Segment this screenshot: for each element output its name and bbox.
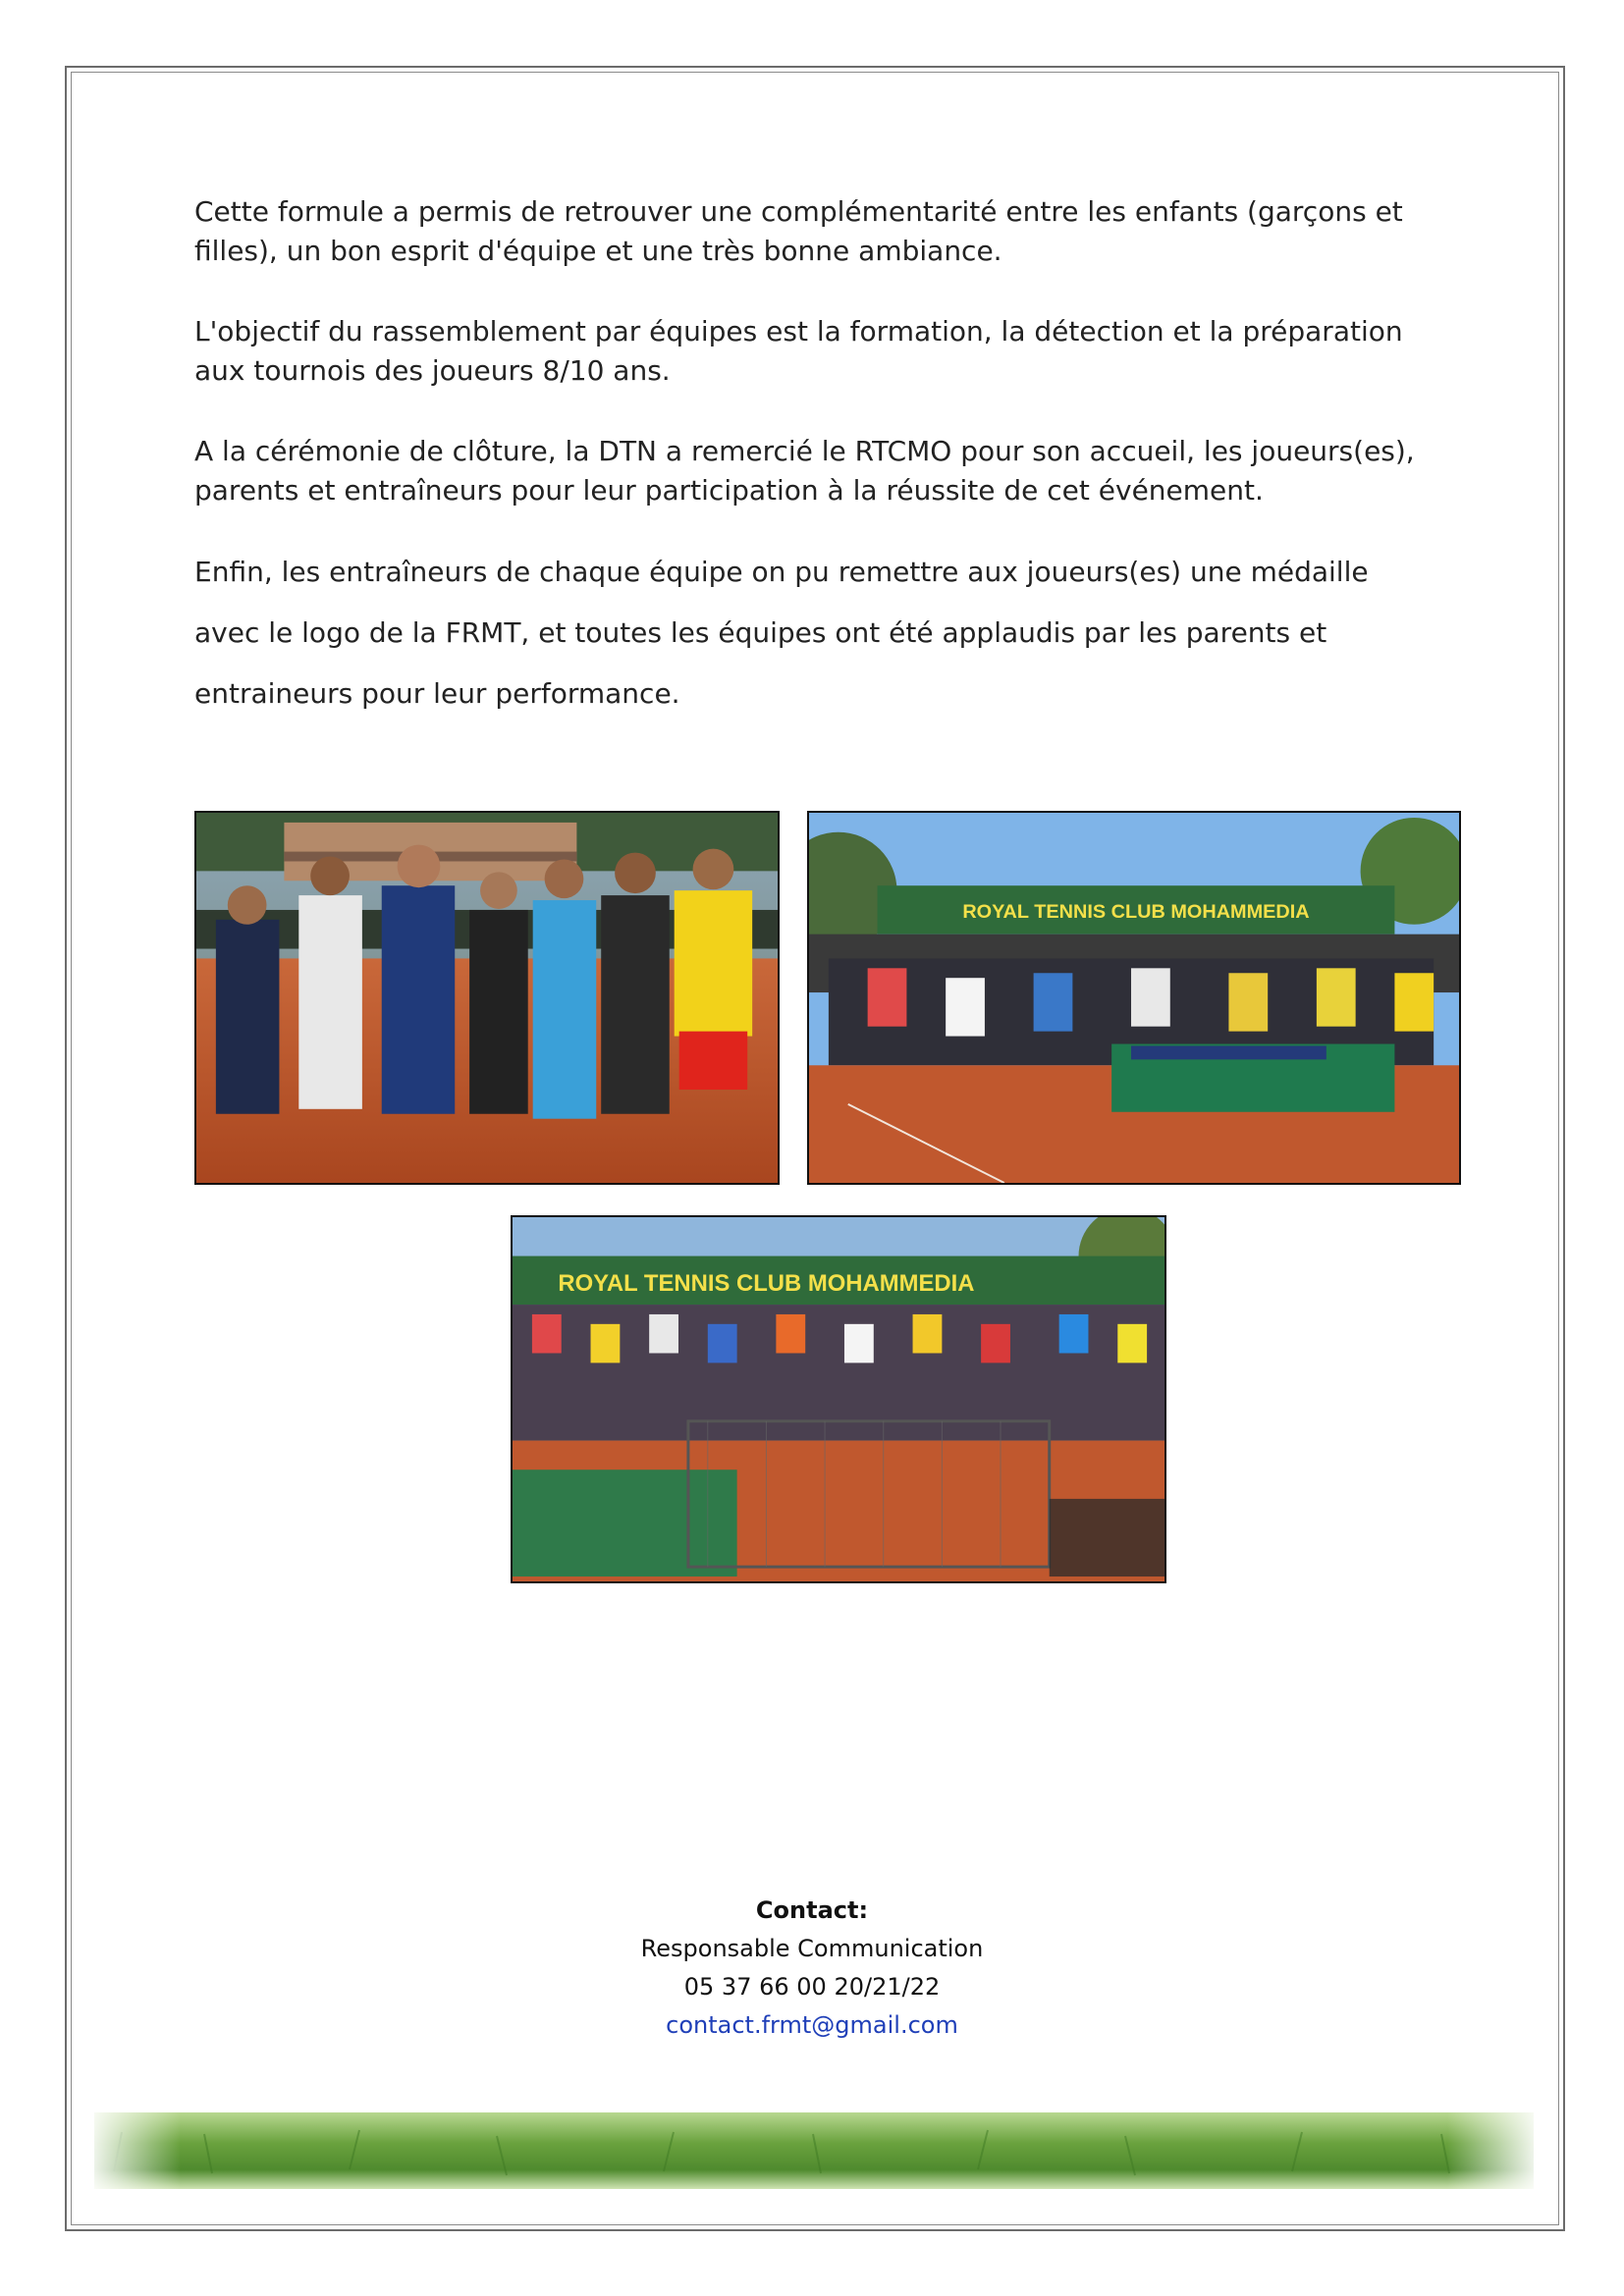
contact-role: Responsable Communication: [640, 1935, 984, 1962]
grass-footer-banner: [94, 2112, 1534, 2189]
photo3-banner-text: ROYAL TENNIS CLUB MOHAMMEDIA: [558, 1270, 975, 1298]
photo2-banner-text: ROYAL TENNIS CLUB MOHAMMEDIA: [962, 900, 1310, 923]
photo-coaches-group: [194, 811, 780, 1185]
contact-phone: 05 37 66 00 20/21/22: [683, 1973, 941, 2001]
paragraph-1: Cette formule a permis de retrouver une complémentarité entre les enfants (garçons et filles), un bon esprit d'équipe et une très bonne ambiance.: [194, 195, 1403, 267]
photo-crowd-stands: [511, 1215, 1166, 1583]
paragraph-3: A la cérémonie de clôture, la DTN a remercié le RTCMO pour son accueil, les joueurs(es), parents et entraîneurs pour leur participation à la réussite de cet événement.: [194, 435, 1415, 507]
contact-block: [0, 1892, 1624, 2045]
contact-title: Contact:: [755, 1896, 869, 1924]
paragraph-4: Enfin, les entraîneurs de chaque équipe on pu remettre aux joueurs(es) une médaille avec le logo de la FRMT, et toutes les équipes ont été applaudis par les parents et entraineurs pour leur performance.: [194, 556, 1369, 710]
photo-closing-ceremony-group: [807, 811, 1461, 1185]
paragraph-2: L'objectif du rassemblement par équipes est la formation, la détection et la préparation aux tournois des joueurs 8/10 ans.: [194, 315, 1403, 387]
article-body: [194, 192, 1441, 766]
contact-email-link[interactable]: contact.frmt@gmail.com: [666, 2011, 958, 2039]
